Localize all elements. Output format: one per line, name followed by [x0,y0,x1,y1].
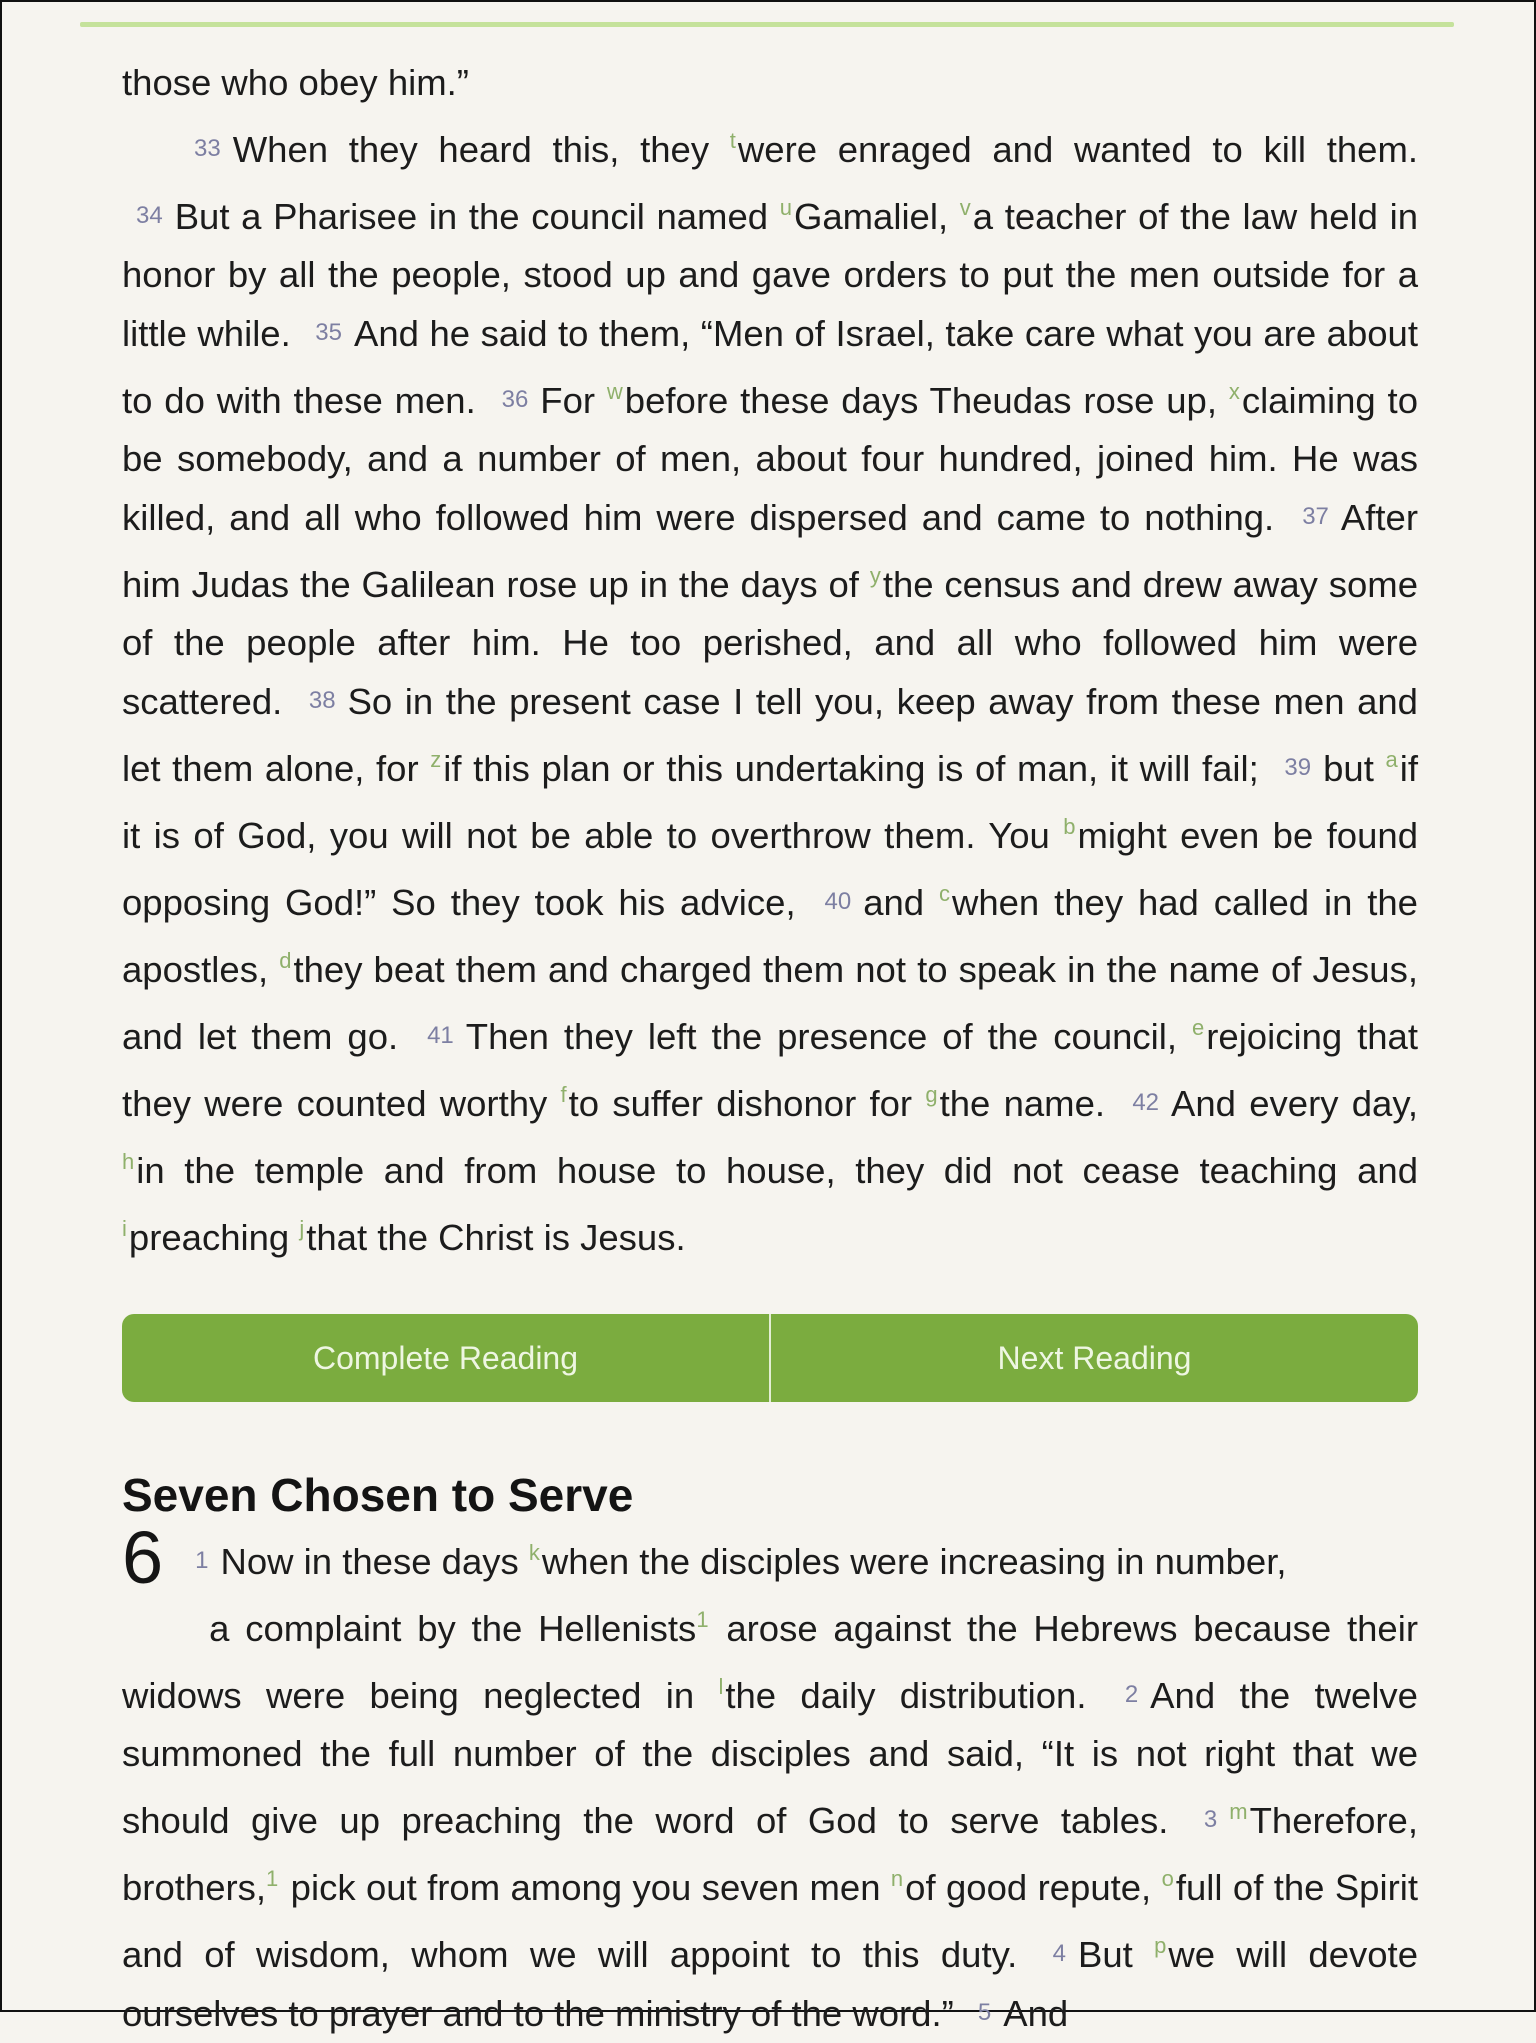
footnote-marker[interactable]: h [122,1149,135,1174]
verse-number[interactable]: 34 [136,202,163,229]
footnote-marker[interactable]: g [925,1082,938,1107]
verse-number[interactable]: 42 [1132,1089,1160,1116]
verse-number[interactable]: 38 [308,687,336,714]
footnote-marker[interactable]: d [279,948,292,973]
footnote-marker[interactable]: w [606,379,623,404]
footnote-marker[interactable]: n [890,1866,904,1891]
footnote-marker[interactable]: t [729,128,736,153]
reading-content[interactable] [122,54,1418,2043]
verse-number[interactable]: 41 [427,1022,454,1049]
footnote-marker[interactable]: v [959,195,971,220]
verse-number[interactable]: 3 [1203,1806,1218,1833]
footnote-marker[interactable]: z [430,747,442,772]
complete-reading-button[interactable]: Complete Reading [312,1339,579,1376]
footnote-marker[interactable]: b [1063,814,1076,839]
footnote-marker[interactable]: x [1228,379,1240,404]
footnote-marker[interactable]: e [1191,1015,1205,1040]
footnote-marker[interactable]: m [1229,1799,1248,1824]
verse-number[interactable]: 33 [194,135,221,162]
verse-number[interactable]: 4 [1052,1940,1067,1967]
footnote-marker[interactable]: a [1385,747,1398,772]
footnote-marker[interactable]: u [779,195,792,220]
verse-number[interactable]: 1 [195,1547,209,1574]
footnote-marker[interactable]: y [869,563,881,588]
footnote-marker[interactable]: c [938,881,950,906]
section-heading: Seven Chosen to Serve [122,1469,634,1521]
verse-number[interactable]: 39 [1284,754,1312,781]
footnote-marker[interactable]: 1 [266,1866,279,1891]
reading-progress-rule [80,22,1454,27]
footnote-marker[interactable]: o [1161,1866,1174,1891]
footnote-marker[interactable]: k [528,1540,540,1565]
verse-number[interactable]: 37 [1302,503,1329,530]
footnote-marker[interactable]: j [299,1216,305,1241]
next-reading-button[interactable]: Next Reading [769,1314,1418,1402]
verse-number[interactable]: 5 [977,1999,992,2026]
footnote-marker[interactable]: l [718,1674,724,1699]
reading-actions [122,1314,1418,1402]
passage-acts-6: 1 Now in these days $^k$when the disciples were increasing in number, a complaint by the Hellenists$^1$ arose against the Hebrews because their widows were being neglected in $^l$the daily distribution. 2 And the twelve summoned the full number of the disciples and said, “It is not right that we should give up preaching the word of God to serve tables. 3 $^m$Therefore, brothers,$^1$ pick out from among you seven men $^n$of good repute, $^o$full of the Spirit and of wisdom, whom we will appoint to this duty. 4 But $^p$we will devote ourselves to prayer and to the ministry of the word.” 5 And [122,1540,1419,2034]
footnote-marker[interactable]: f [560,1082,567,1107]
chapter-6 [122,1516,1419,2043]
verse-number[interactable]: 40 [824,888,852,915]
verse-number[interactable]: 36 [501,386,529,413]
footnote-marker[interactable]: i [122,1216,127,1241]
verse-number[interactable]: 2 [1124,1681,1139,1708]
chapter-number: 6 [122,1516,164,1599]
footnote-marker[interactable]: 1 [696,1607,709,1632]
verse-number[interactable]: 35 [315,319,342,346]
passage-acts-5: those who obey him.” 33 When they heard this, they $^t$were enraged and wanted to kill them. 34 But a Pharisee in the council named $^u$Gamaliel, $^v$a teacher of the law held in honor by all the people, stood up and gave orders to put the men outside for a little while. 35 And he said to them, “Men of Israel, take care what you are about to do with these men. 36 For $^w$before these days Theudas rose up, $^x$claiming to be somebody, and a number of men, about four hundred, joined him. He was killed, and all who followed him were dispersed and came to nothing. 37 After him Judas the Galilean rose up in the days of $^y$the census and drew away some of the people after him. He too perished, and all who followed him were scattered. 38 So in the present case I tell you, keep away from these men and let them alone, for $^z$if this plan or this undertaking is of man, it will fail; 39 but $^a$if it is of God, you will not be able to overthrow them. You $^b$might even be found opposing God!” So they took his advice, 40 and $^c$when they had called in the apostles, $^d$they beat them and charged them not to speak in the name of Jesus, and let them go. 41 Then they left the presence of the council, $^e$rejoicing that they were counted worthy $^f$to suffer dishonor for $^g$the name. 42 And every day, $^h$in the temple and from house to house, they did not cease teaching and $^i$preaching $^j$that the Christ is Jesus. [122,62,1419,1258]
footnote-marker[interactable]: p [1154,1933,1167,1958]
